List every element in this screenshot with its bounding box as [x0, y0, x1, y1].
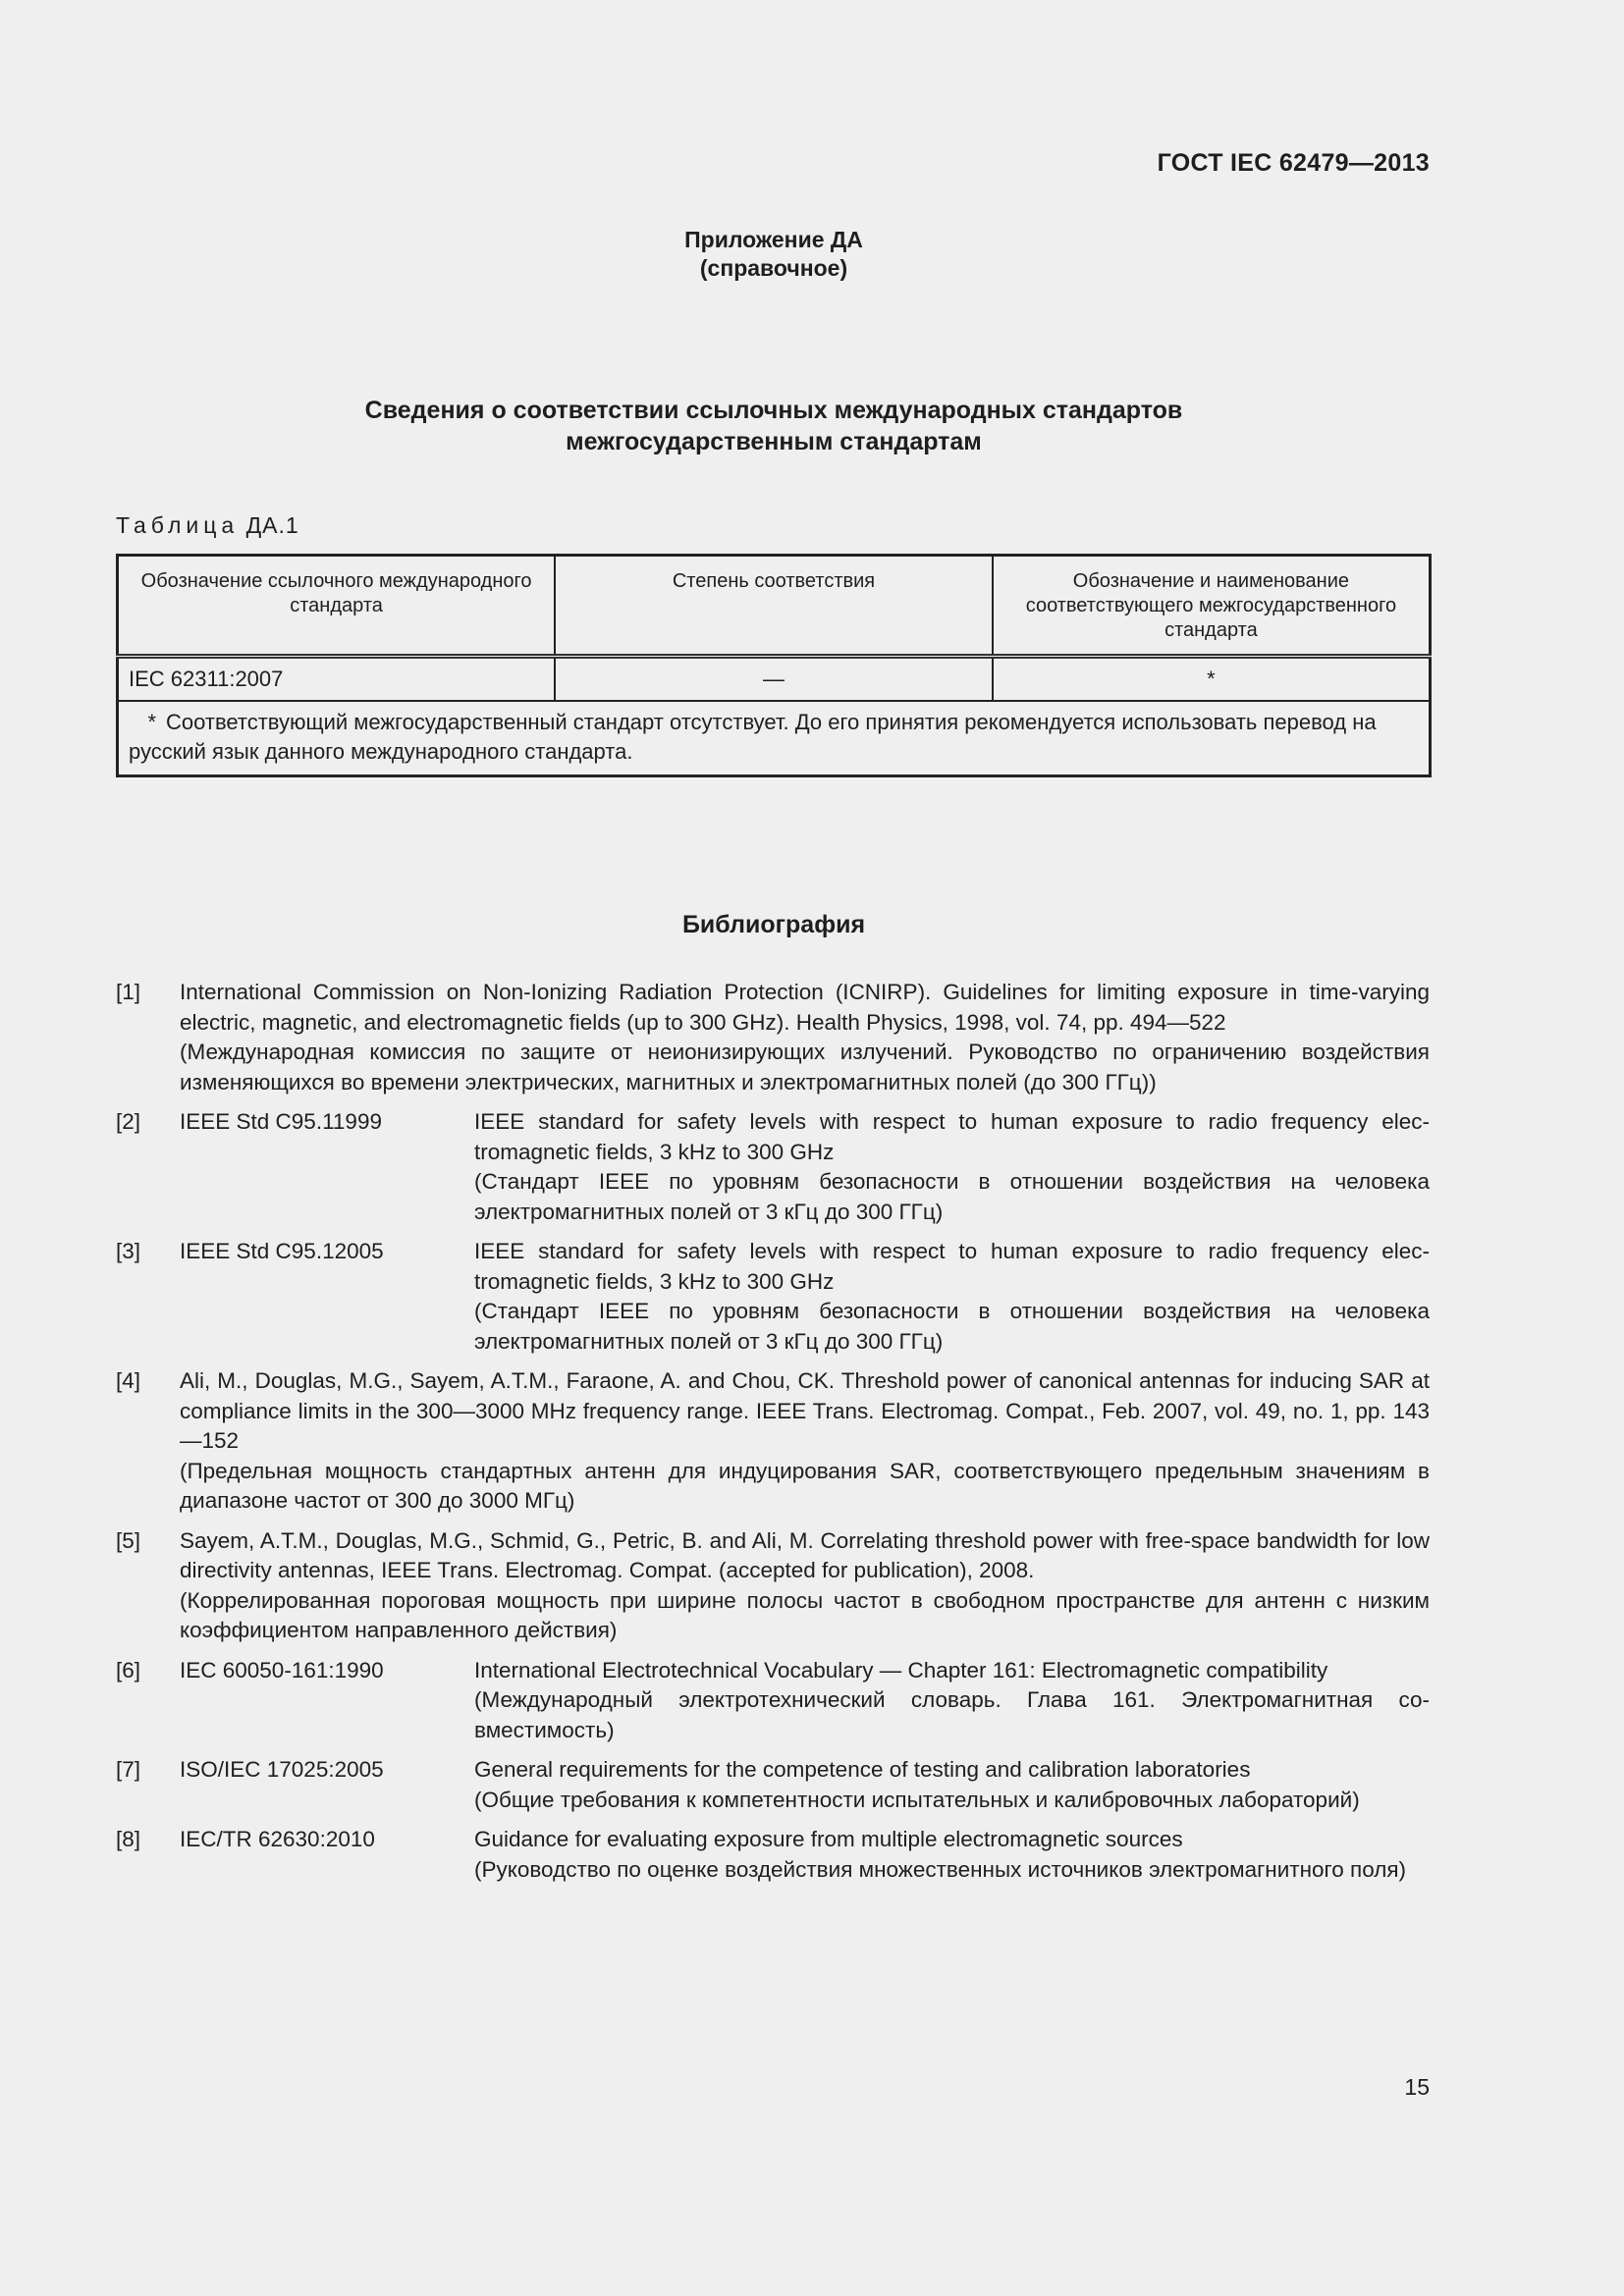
table-note [118, 701, 1431, 776]
cell-interstate: * [993, 657, 1431, 702]
entry-body [180, 1366, 1430, 1517]
entry-english: International Commission on Non-Ionizing Radiation Protection (ICNIRP). Guidelines for limiting exposure in time-varying electric, magnetic, and electromagnetic fields (up to 300 GHz). Health Physics, 1998, vol. 74, pp. 494—522 [180, 980, 1430, 1035]
bibliography-entry-7 [116, 1755, 1430, 1815]
bibliography-entry-4 [116, 1366, 1430, 1517]
section-title-line-1: Сведения о соответствии ссылочных международных стандартов [364, 397, 1183, 424]
entry-russian: (Предельная мощность стандартных антенн для индуцирования SAR, соответствующего предельным значениям в диапазоне частот от 300 до 3000 МГц) [180, 1458, 1430, 1513]
header-international-standard: Обозначение ссылочного международного стандарта [118, 556, 556, 657]
entry-english: Guidance for evaluating exposure from multiple electromagnetic sources [474, 1827, 1183, 1851]
bibliography-entry-8 [116, 1825, 1430, 1885]
bibliography-entry-5 [116, 1526, 1430, 1646]
bibliography-entry-2 [116, 1107, 1430, 1227]
bibliography-title: Библиография [681, 911, 866, 938]
entry-russian: (Стандарт IEEE по уровням безопасности в отношении воздействия на человека электромагнитных полей от 3 кГц до 300 ГГц) [474, 1169, 1430, 1224]
conformity-table [116, 554, 1432, 777]
entry-russian: (Международный электротехнический словарь. Глава 161. Электромагнитная совместимость) [474, 1687, 1430, 1742]
bibliography-entry-1 [116, 978, 1430, 1097]
entry-code: IEC 60050-161:1990 [180, 1657, 384, 1682]
section-title [0, 395, 1547, 457]
entry-body [474, 1107, 1430, 1227]
appendix-title: Приложение ДА [684, 227, 863, 252]
bibliography-list [116, 978, 1430, 1895]
entry-russian: (Стандарт IEEE по уровням безопасности в отношении воздействия на человека электромагнитных полей от 3 кГц до 300 ГГц) [474, 1299, 1430, 1354]
entry-body [180, 978, 1430, 1097]
note-text: Соответствующий межгосударственный стандарт отсутствует. До его принятия рекомендуется использовать перевод на русский язык данного международного стандарта. [129, 710, 1377, 764]
bibliography-entry-6 [116, 1656, 1430, 1746]
entry-english: IEEE standard for safety levels with respect to human exposure to radio frequency electromagnetic fields, 3 kHz to 300 GHz [474, 1239, 1430, 1294]
entry-number: [5] [116, 1527, 141, 1553]
entry-number: [3] [116, 1239, 141, 1263]
entry-russian: (Международная комиссия по защите от неионизирующих излучений. Руководство по ограничению воздействия изменяющихся во времени электрических, магнитных и электромагнитных полей (до 300 ГГц)) [180, 1040, 1430, 1095]
table-header-row [118, 556, 1431, 657]
note-mark: * [147, 710, 156, 734]
header-conformity-degree: Степень соответствия [555, 556, 993, 657]
table-caption-word: Таблица [116, 512, 240, 538]
entry-number: [2] [116, 1109, 141, 1134]
entry-code: IEC/TR 62630:2010 [180, 1827, 375, 1851]
entry-number: [4] [116, 1368, 141, 1393]
entry-number: [1] [116, 980, 141, 1004]
entry-russian: (Общие требования к компетентности испытательных и калибровочных лабораторий) [474, 1787, 1360, 1812]
cell-standard-code: IEC 62311:2007 [118, 657, 556, 702]
table-caption [116, 512, 299, 539]
entry-body [474, 1656, 1430, 1746]
entry-russian: (Руководство по оценке воздействия множественных источников электромагнитного поля) [474, 1856, 1407, 1882]
header-interstate-standard: Обозначение и наименование соответствующего межгосударственного стандарта [993, 556, 1431, 657]
document-code: ГОСТ IEC 62479—2013 [1157, 149, 1430, 177]
entry-english: General requirements for the competence of testing and calibration laboratories [474, 1757, 1251, 1782]
table-caption-number: ДА.1 [245, 512, 299, 538]
entry-body [474, 1755, 1430, 1815]
entry-number: [6] [116, 1657, 141, 1682]
entry-body [180, 1526, 1430, 1646]
entry-body [474, 1825, 1430, 1885]
entry-number: [8] [116, 1827, 141, 1851]
appendix-subtitle: (справочное) [699, 255, 848, 281]
entry-russian: (Коррелированная пороговая мощность при ширине полосы частот в свободном пространстве для антенн с низким коэффициентом направленного действия) [180, 1587, 1430, 1642]
table-note-row [118, 701, 1431, 776]
entry-english: Ali, M., Douglas, M.G., Sayem, A.T.M., Faraone, A. and Chou, CK. Threshold power of canonical antennas for inducing SAR at compliance limits in the 300—3000 MHz frequency range. IEEE Trans. Electromag. Compat., Feb. 2007, vol. 49, no. 1, pp. 143—152 [180, 1368, 1430, 1453]
entry-body [474, 1237, 1430, 1357]
appendix-heading [0, 226, 1547, 283]
table-row [118, 657, 1431, 702]
bibliography-entry-3 [116, 1237, 1430, 1357]
entry-number: [7] [116, 1757, 141, 1782]
entry-code: ISO/IEC 17025:2005 [180, 1757, 384, 1782]
entry-code: IEEE Std C95.11999 [180, 1109, 382, 1134]
entry-english: IEEE standard for safety levels with respect to human exposure to radio frequency electromagnetic fields, 3 kHz to 300 GHz [474, 1109, 1430, 1164]
entry-english: International Electrotechnical Vocabulary — Chapter 161: Electromagnetic compatibility [474, 1657, 1328, 1682]
entry-code: IEEE Std C95.12005 [180, 1239, 384, 1263]
section-title-line-2: межгосударственным стандартам [566, 428, 982, 455]
page-number: 15 [1404, 2074, 1430, 2100]
cell-conformity: — [555, 657, 993, 702]
entry-english: Sayem, A.T.M., Douglas, M.G., Schmid, G., Petric, B. and Ali, M. Correlating threshold power with free-space bandwidth for low directivity antennas, IEEE Trans. Electromag. Compat. (accepted for publication), 2008. [180, 1527, 1430, 1582]
